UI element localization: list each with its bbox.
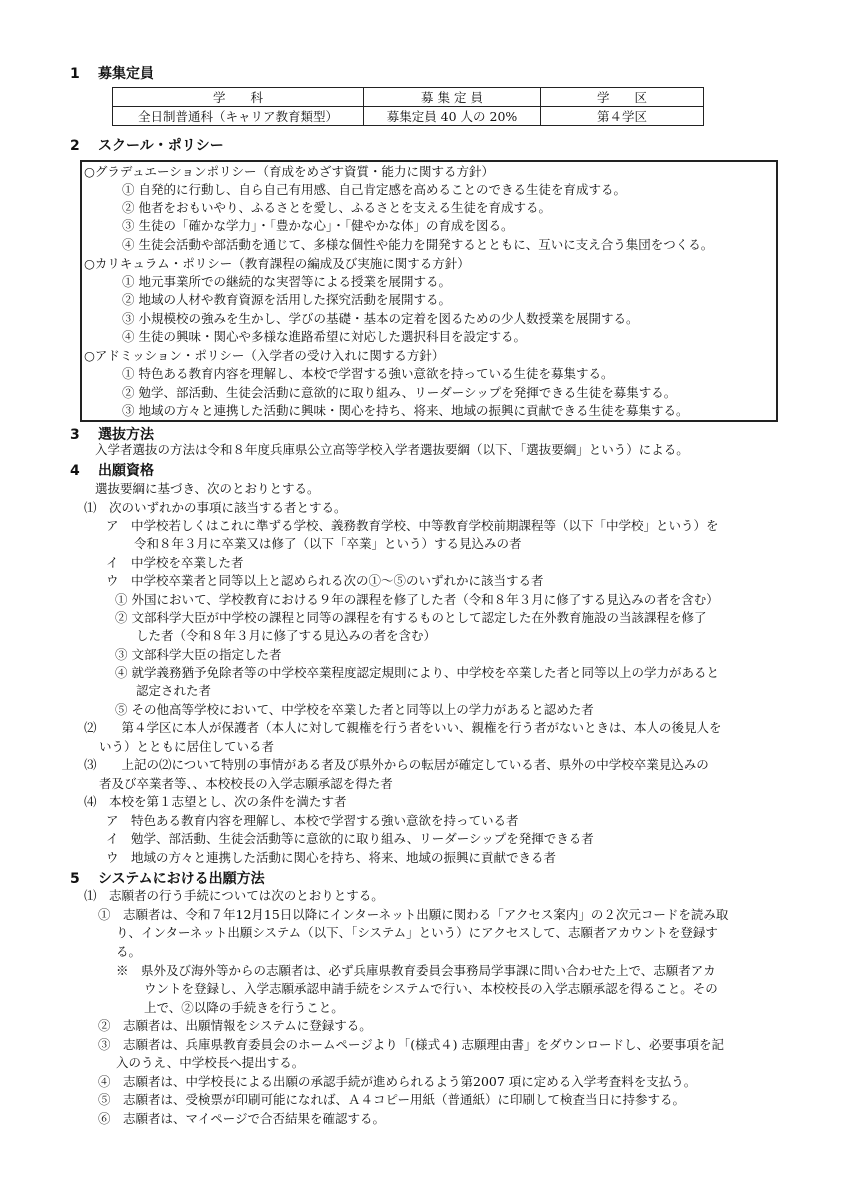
list-item: ⑴ 次のいずれかの事項に該当する者とする。: [84, 500, 347, 515]
list-item-continuation: り、インターネット出願システム（以下、「システム」という）にアクセスして、志願者アカウントを登録す: [116, 925, 718, 940]
admission-policy-heading: ○アドミッション・ポリシー（入学者の受け入れに関する方針）: [84, 348, 445, 363]
list-item: ⑷ 本校を第１志望とし、次の条件を満たす者: [84, 794, 347, 809]
list-item-continuation: 者及び卒業者等、、本校校長の入学志願承認を得た者: [99, 776, 393, 791]
list-item: ⑵ 第４学区に本人が保護者（本人に対して親権を行う者をいい、親権を行う者がないときは、本人の後見人を: [84, 720, 722, 735]
list-item: ⑥ 志願者は、マイページで合否結果を確認する。: [98, 1111, 386, 1126]
list-item: ⑤ 志願者は、受検票が印刷可能になれば、Ａ４コピー用紙（普通紙）に印刷して検査当日に持参する。: [98, 1092, 686, 1107]
policy-item: ④ 生徒会活動や部活動を通じて、多様な個性や能力を開発するとともに、互いに支え合う集団をつくる。: [122, 237, 714, 252]
header-cell-capacity: 募 集 定 員: [364, 88, 541, 107]
section-5-heading: [70, 868, 265, 888]
list-item-continuation: 令和８年３月に卒業又は修了（以下「卒業」という）する見込みの者: [134, 536, 522, 551]
list-item: ① 外国において、学校教育における９年の課程を修了した者（令和８年３月に修了する見込みの者を含む）: [115, 592, 719, 607]
section-title: システムにおける出願方法: [98, 871, 265, 887]
section-title: 出願資格: [98, 463, 154, 479]
policy-item: ③ 地域の方々と連携した活動に興味・関心を持ち、将来、地域の振興に貢献できる生徒を募集する。: [122, 403, 689, 418]
note-continuation: ウントを登録し、入学志願承認申請手続をシステムで行い、本校校長の入学志願承認を得ること。その: [144, 981, 718, 996]
policy-item: ③ 生徒の「確かな学力」・「豊かな心」・「健やかな体」の育成を図る。: [122, 218, 514, 233]
section-number: 2: [70, 138, 80, 154]
graduation-policy-heading: ○グラデュエーションポリシー（育成をめざす資質・能力に関する方針）: [84, 164, 495, 179]
policy-item: ① 自発的に行動し、自ら自己有用感、自己肯定感を高めることのできる生徒を育成する。: [122, 182, 626, 197]
policy-item: ① 地元事業所での継続的な実習等による授業を展開する。: [122, 274, 451, 289]
quota-table: [112, 87, 704, 126]
section-number: 3: [70, 427, 80, 443]
list-item: ウ 中学校卒業者と同等以上と認められる次の①～⑤のいずれかに該当する者: [106, 573, 544, 588]
list-item: ア 特色ある教育内容を理解し、本校で学習する強い意欲を持っている者: [106, 813, 519, 828]
section-3-heading: [70, 424, 154, 444]
list-item: ④ 志願者は、中学校長による出願の承認手続が進められるよう第2007 項に定める入学考査料を支払う。: [98, 1074, 697, 1089]
section-title: スクール・ポリシー: [98, 138, 224, 154]
section-2-heading: [70, 135, 224, 155]
list-item: ③ 志願者は、兵庫県教育委員会のホームページより「(様式４) 志願理由書」をダウンロードし、必要事項を記: [98, 1037, 724, 1052]
list-item: ウ 地域の方々と連携した活動に関心を持ち、将来、地域の振興に貢献できる者: [106, 850, 557, 865]
table-row: [113, 107, 704, 126]
section-number: 1: [70, 66, 80, 82]
list-item: イ 勉学、部活動、生徒会活動等に意欲的に取り組み、リーダーシップを発揮できる者: [106, 831, 594, 846]
list-item-continuation: 入のうえ、中学校長へ提出する。: [116, 1055, 305, 1070]
list-item: ⑴ 志願者の行う手続については次のとおりとする。: [84, 888, 384, 903]
list-item: ④ 就学義務猶予免除者等の中学校卒業程度認定規則により、中学校を卒業した者と同等以上の学力があると: [115, 665, 719, 680]
list-item-continuation: した者（令和８年３月に修了する見込みの者を含む）: [136, 628, 437, 643]
policy-item: ③ 小規模校の強みを生かし、学びの基礎・基本の定着を図るための少人数授業を展開する。: [122, 311, 639, 326]
note-continuation: 上で、②以降の手続きを行うこと。: [144, 1000, 344, 1015]
policy-item: ② 勉学、部活動、生徒会活動に意欲的に取り組み、リーダーシップを発揮できる生徒を募集する。: [122, 385, 677, 400]
list-item: ① 志願者は、令和７年12月15日以降にインターネット出願に関わる「アクセス案内」の２次元コードを読み取: [98, 907, 729, 922]
section-number: 4: [70, 463, 80, 479]
table-header-row: [113, 88, 704, 107]
section-number: 5: [70, 871, 80, 887]
list-item: ⑤ その他高等学校において、中学校を卒業した者と同等以上の学力があると認めた者: [115, 702, 594, 717]
list-item: ② 文部科学大臣が中学校の課程と同等の課程を有するものとして認定した在外教育施設の当該課程を修了: [115, 610, 707, 625]
header-cell-course: 学 科: [113, 88, 364, 107]
cell-district: 第４学区: [541, 107, 704, 126]
header-cell-district: 学 区: [541, 88, 704, 107]
list-item-continuation: る。: [116, 944, 142, 959]
section-1-heading: [70, 63, 154, 83]
eligibility-intro: 選抜要綱に基づき、次のとおりとする。: [95, 481, 320, 496]
list-item-continuation: 認定された者: [136, 683, 212, 698]
curriculum-policy-heading: ○カリキュラム・ポリシー（教育課程の編成及び実施に関する方針）: [84, 256, 470, 271]
list-item: ③ 文部科学大臣の指定した者: [115, 647, 282, 662]
note-item: ※ 県外及び海外等からの志願者は、必ず兵庫県教育委員会事務局学事課に問い合わせた上で、志願者アカ: [116, 963, 716, 978]
list-item: ア 中学校若しくはこれに準ずる学校、義務教育学校、中等教育学校前期課程等（以下「中学校」という）を: [106, 518, 719, 533]
policy-item: ② 他者をおもいやり、ふるさとを愛し、ふるさとを支える生徒を育成する。: [122, 200, 551, 215]
list-item: イ 中学校を卒業した者: [106, 555, 244, 570]
selection-text: 入学者選抜の方法は令和８年度兵庫県公立高等学校入学者選抜要綱（以下、「選抜要綱」という）による。: [95, 442, 689, 457]
list-item-continuation: いう）とともに居住している者: [99, 739, 275, 754]
cell-course: 全日制普通科（キャリア教育類型）: [113, 107, 364, 126]
cell-capacity: 募集定員 40 人の 20%: [364, 107, 541, 126]
list-item: ② 志願者は、出願情報をシステムに登録する。: [98, 1018, 372, 1033]
section-title: 募集定員: [98, 66, 154, 82]
policy-item: ② 地域の人材や教育資源を活用した探究活動を展開する。: [122, 292, 451, 307]
list-item: ⑶ 上記の⑵について特別の事情がある者及び県外からの転居が確定している者、県外の中学校卒業見込みの: [84, 757, 709, 772]
policy-item: ① 特色ある教育内容を理解し、本校で学習する強い意欲を持っている生徒を募集する。: [122, 366, 614, 381]
section-4-heading: [70, 460, 154, 480]
section-title: 選抜方法: [98, 427, 154, 443]
policy-item: ④ 生徒の興味・関心や多様な進路希望に対応した選択科目を設定する。: [122, 329, 526, 344]
